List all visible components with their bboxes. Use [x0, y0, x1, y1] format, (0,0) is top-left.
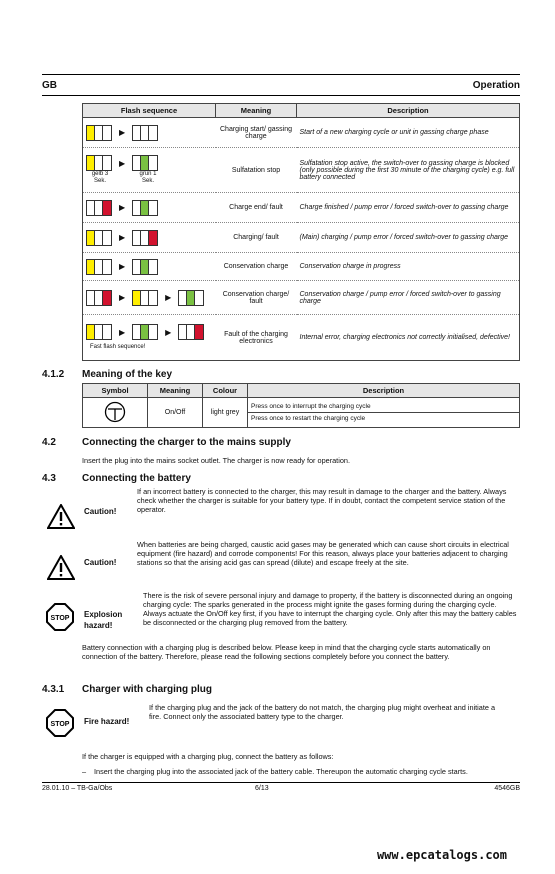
header-right: Operation	[472, 80, 520, 91]
flash-sequence-cell	[83, 253, 216, 281]
flash-description: Internal error, charging electronics not correctly initialised, defective!	[297, 315, 520, 361]
key-col-description: Description	[248, 384, 520, 398]
flash-row	[83, 253, 520, 281]
section-4-2-text: Insert the plug into the mains socket outlet. The charger is now ready for operation.	[82, 456, 350, 465]
fire-hazard-label: Fire hazard!	[84, 717, 130, 726]
led-indicator-icon	[132, 259, 158, 275]
key-meaning: On/Off	[148, 398, 203, 428]
flash-sequence-table	[82, 103, 520, 361]
key-table	[82, 383, 520, 428]
flash-description: Charge finished / pump error / forced switch-over to gassing charge	[297, 193, 520, 223]
lamp-sequence	[86, 324, 213, 340]
key-description	[248, 398, 520, 428]
section-4-2-number: 4.2	[42, 437, 56, 448]
led-indicator-icon	[178, 290, 204, 306]
led-indicator-icon	[86, 290, 112, 306]
key-colour: light grey	[203, 398, 248, 428]
lamp-sequence	[86, 290, 213, 306]
led-indicator-icon	[86, 200, 112, 216]
section-4-2-title: Connecting the charger to the mains supply	[82, 437, 291, 448]
lamp-sequence	[86, 230, 213, 246]
charging-plug-step: Insert the charging plug into the associated jack of the battery cable. Thereupon the automatic charging cycle starts.	[94, 767, 468, 776]
flash-row	[83, 315, 520, 361]
section-4-3-number: 4.3	[42, 473, 56, 484]
flash-sequence-cell	[83, 281, 216, 315]
warning-3-text: There is the risk of severe personal injury and damage to property, if the battery is disconnected during an ongoing charging cycle: The sparks generated in the process might ignite the gases forming during the charging cycle. Always actuate the On/Off key first, if you have to interrupt the charging cycle. Only after this may the battery cables be disconnected or the charging plug removed from the battery.	[143, 591, 517, 627]
footer-left: 28.01.10 – TB-Ga/Obs	[42, 785, 113, 792]
flash-sequence-cell	[83, 148, 216, 193]
key-col-symbol: Symbol	[83, 384, 148, 398]
fast-flash-caption: Fast flash sequence!	[90, 344, 146, 350]
flash-meaning: Conservation charge	[216, 253, 297, 281]
led-indicator-icon	[86, 230, 112, 246]
arrow-right-icon: ▶	[119, 293, 126, 302]
col-meaning: Meaning	[216, 104, 297, 118]
caution-warning-icon	[47, 504, 75, 529]
footer-doc-number: 4546GB	[494, 785, 520, 792]
flash-sequence-cell	[83, 315, 216, 361]
caution-warning-icon	[47, 555, 75, 580]
led-indicator-icon	[86, 259, 112, 275]
warning-1-text: If an incorrect battery is connected to the charger, this may result in damage to the charger and the battery. Always check whether the charger is suitable for your battery type. If in doubt, contact the competent service station of the operator.	[137, 487, 507, 514]
on-off-key-icon	[104, 401, 126, 423]
flash-sequence-cell	[83, 193, 216, 223]
warning-2-label: Caution!	[84, 558, 117, 567]
lamp-sequence	[86, 259, 213, 275]
col-flash-sequence: Flash sequence	[83, 104, 216, 118]
flash-meaning: Charge end/ fault	[216, 193, 297, 223]
col-description: Description	[297, 104, 520, 118]
led-indicator-icon	[86, 155, 112, 171]
arrow-right-icon: ▶	[165, 327, 172, 337]
section-4-3-1-title: Charger with charging plug	[82, 684, 213, 695]
fire-hazard-text: If the charging plug and the jack of the battery do not match, the charging plug might overheat and initiate a fire. Connect only the associated battery type to the charger.	[149, 703, 496, 721]
key-symbol-cell	[83, 398, 148, 428]
watermark-url: www.epcatalogs.com	[376, 848, 507, 862]
key-col-colour: Colour	[203, 384, 248, 398]
led-indicator-icon	[178, 324, 204, 340]
flash-description: (Main) charging / pump error / forced switch-over to gassing charge	[297, 223, 520, 253]
flash-description: Start of a new charging cycle or unit in gassing charge phase	[297, 118, 520, 148]
key-desc-restart: Press once to restart the charging cycle	[251, 415, 366, 422]
arrow-right-icon: ▶	[119, 128, 126, 137]
arrow-right-icon: ▶	[119, 158, 126, 168]
flash-meaning: Charging start/ gassing charge	[216, 118, 297, 148]
arrow-right-icon: ▶	[165, 293, 172, 302]
section-4-3-1-number: 4.3.1	[42, 684, 65, 695]
flash-row	[83, 193, 520, 223]
svg-text:STOP: STOP	[50, 615, 70, 622]
warning-1-label: Caution!	[84, 507, 117, 516]
stop-hazard-icon	[46, 603, 74, 631]
step-dash: –	[82, 767, 87, 776]
section-4-1-2-title: Meaning of the key	[82, 369, 173, 380]
lamp-sequence	[86, 125, 213, 141]
flash-meaning: Sulfatation stop	[216, 148, 297, 193]
flash-sequence-cell	[83, 118, 216, 148]
led-indicator-icon	[132, 324, 158, 340]
lamp-sequence	[86, 155, 213, 171]
flash-meaning: Charging/ fault	[216, 223, 297, 253]
battery-connection-paragraph: Battery connection with a charging plug is described below. Please keep in mind that the charging cycle starts automatically on connection of the battery. Therefore, please read the following sections completely before you connect the battery.	[82, 643, 491, 661]
key-col-meaning: Meaning	[148, 384, 203, 398]
flash-meaning: Fault of the charging electronics	[216, 315, 297, 361]
section-4-1-2-number: 4.1.2	[42, 369, 65, 380]
footer-page: 6/13	[255, 785, 269, 792]
key-desc-interrupt: Press once to interrupt the charging cycle	[248, 401, 519, 413]
led-indicator-icon	[132, 125, 158, 141]
flash-duration-label: grün 1 Sek.	[139, 171, 157, 184]
led-indicator-icon	[132, 230, 158, 246]
arrow-right-icon: ▶	[119, 233, 126, 242]
flash-row	[83, 223, 520, 253]
flash-meaning: Conservation charge/ fault	[216, 281, 297, 315]
warning-3-label: Explosion hazard!	[84, 610, 123, 630]
flash-row	[83, 148, 520, 193]
flash-row	[83, 281, 520, 315]
warning-2-text: When batteries are being charged, caustic acid gases may be generated which can cause short circuits in electrical equipment (fire hazard) and corrode components! For this reason, always place your batteries adjacent to charging stations so that the arising acid gas can spread (dilute) and escape freely at the site.	[137, 540, 509, 567]
flash-description: Conservation charge in progress	[297, 253, 520, 281]
led-indicator-icon	[86, 324, 112, 340]
arrow-right-icon: ▶	[119, 327, 126, 337]
led-indicator-icon	[132, 290, 158, 306]
arrow-right-icon: ▶	[119, 262, 126, 271]
charging-plug-paragraph: If the charger is equipped with a charging plug, connect the battery as follows:	[82, 752, 334, 761]
led-indicator-icon	[132, 200, 158, 216]
lamp-sequence	[86, 200, 213, 216]
led-indicator-icon	[86, 125, 112, 141]
flash-description: Conservation charge / pump error / forced switch-over to gassing charge	[297, 281, 520, 315]
flash-row	[83, 118, 520, 148]
flash-description: Sulfatation stop active, the switch-over to gassing charge is blocked (only possible during the first 30 minute of the charging cycle) e.g. full battery connected	[297, 148, 520, 193]
stop-hazard-icon	[46, 709, 74, 737]
flash-sequence-cell	[83, 223, 216, 253]
led-indicator-icon	[132, 155, 158, 171]
svg-text:STOP: STOP	[50, 721, 70, 728]
header-left: GB	[42, 80, 57, 91]
arrow-right-icon: ▶	[119, 203, 126, 212]
section-4-3-title: Connecting the battery	[82, 473, 191, 484]
flash-duration-label: gelb 3 Sek.	[91, 171, 109, 184]
